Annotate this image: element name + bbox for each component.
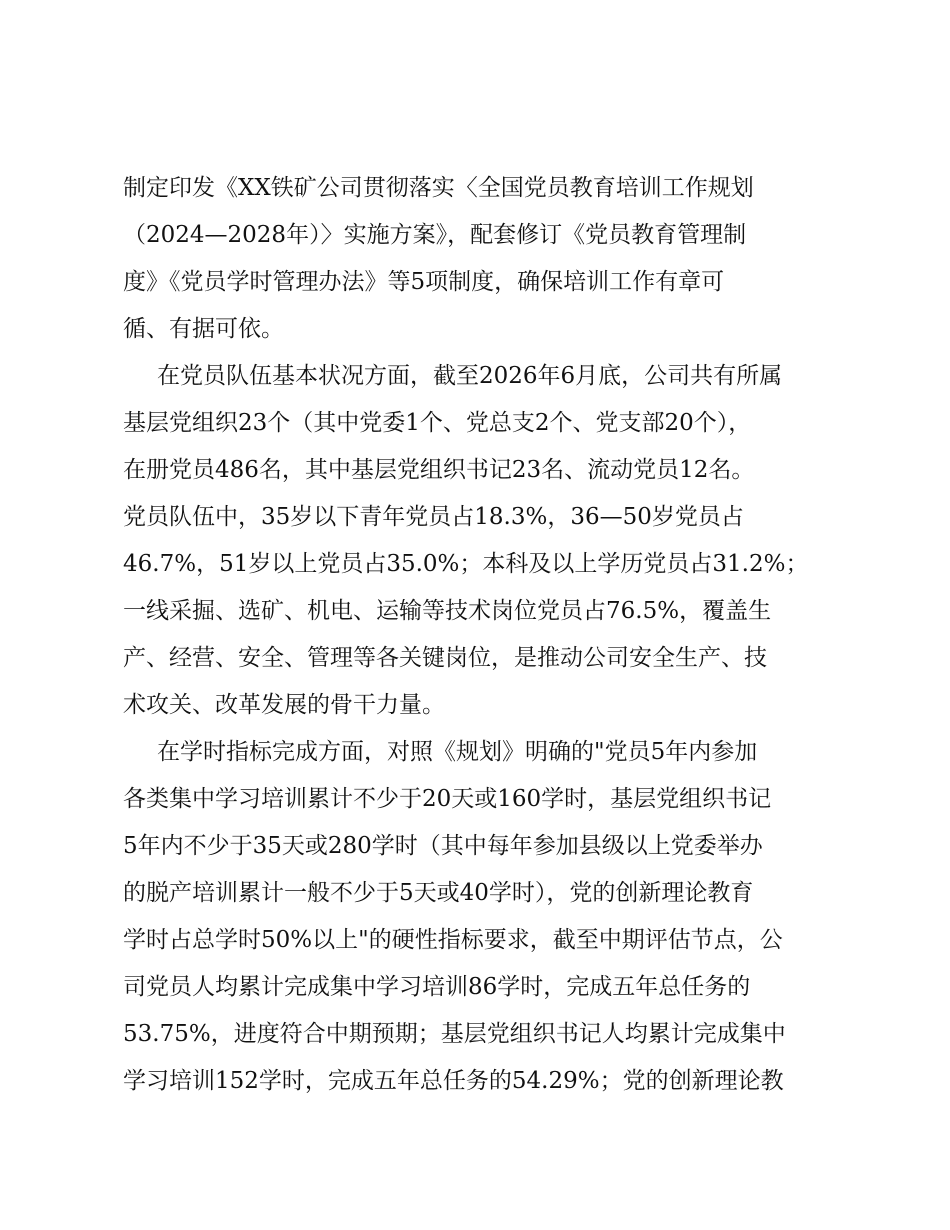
paragraph-line: 司党员人均累计完成集中学习培训86学时，完成五年总任务的: [123, 974, 751, 1000]
paragraph-line: 学时占总学时50%以上"的硬性指标要求，截至中期评估节点，公: [123, 927, 783, 953]
paragraph-line: 的脱产培训累计一般不少于5天或40学时），党的创新理论教育: [123, 880, 754, 906]
paragraph-line: 在学时指标完成方面，对照《规划》明确的"党员5年内参加: [157, 739, 758, 765]
paragraph-line: 循、有据可依。: [123, 316, 284, 342]
paragraph-line: 制定印发《XX铁矿公司贯彻落实〈全国党员教育培训工作规划: [123, 175, 754, 201]
paragraph-line: 46.7%，51岁以上党员占35.0%；本科及以上学历党员占31.2%；: [123, 551, 809, 577]
paragraph-line: 在册党员486名，其中基层党组织书记23名、流动党员12名。: [123, 457, 755, 483]
paragraph-line: 术攻关、改革发展的骨干力量。: [123, 692, 445, 718]
paragraph-line: 产、经营、安全、管理等各关键岗位，是推动公司安全生产、技: [123, 645, 767, 671]
paragraph-study-hours: [123, 729, 835, 1105]
paragraph-line: 学习培训152学时，完成五年总任务的54.29%；党的创新理论教: [123, 1068, 784, 1094]
paragraph-line: 一线采掘、选矿、机电、运输等技术岗位党员占76.5%，覆盖生: [123, 598, 772, 624]
paragraph-line: 各类集中学习培训累计不少于20天或160学时，基层党组织书记: [123, 786, 772, 812]
paragraph-line: 党员队伍中，35岁以下青年党员占18.3%，36—50岁党员占: [123, 504, 744, 530]
paragraph-line: 53.75%，进度符合中期预期；基层党组织书记人均累计完成集中: [123, 1021, 786, 1047]
document-body: [123, 165, 835, 1105]
paragraph-line: 5年内不少于35天或280学时（其中每年参加县级以上党委举办: [123, 833, 763, 859]
paragraph-line: 在党员队伍基本状况方面，截至2026年6月底，公司共有所属: [157, 363, 783, 389]
paragraph-line: 度》《党员学时管理办法》等5项制度，确保培训工作有章可: [123, 269, 725, 295]
paragraph-implementation-plan: [123, 165, 835, 353]
paragraph-line: 基层党组织23个（其中党委1个、党总支2个、党支部20个），: [123, 410, 752, 436]
paragraph-member-status: [123, 353, 835, 729]
paragraph-line: （2024—2028年）〉实施方案》，配套修订《党员教育管理制: [123, 222, 747, 248]
